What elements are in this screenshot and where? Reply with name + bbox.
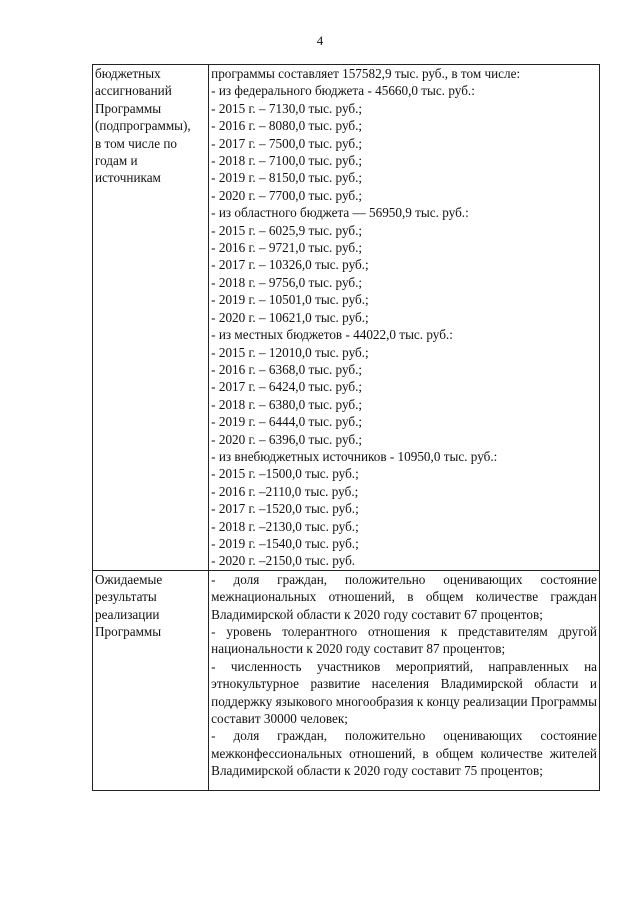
budget-line: - 2017 г. – 10326,0 тыс. руб.; <box>211 257 369 273</box>
budget-line: - 2018 г. –2130,0 тыс. руб.; <box>211 518 359 534</box>
page-number: 4 <box>316 33 324 48</box>
budget-line: - 2017 г. – 7500,0 тыс. руб.; <box>211 135 363 151</box>
label-line: бюджетных <box>95 66 161 81</box>
table-row-results <box>93 570 600 790</box>
label-line: Ожидаемые <box>95 571 163 587</box>
row-label-results <box>93 570 209 790</box>
budget-line: - 2016 г. – 9721,0 тыс. руб.; <box>211 240 363 256</box>
budget-line: - из внебюджетных источников - 10950,0 тыс. руб.: <box>211 448 498 464</box>
budget-line: - 2020 г. –2150,0 тыс. руб. <box>211 553 356 569</box>
budget-line: программы составляет 157582,9 тыс. руб., в том числе: <box>211 66 521 81</box>
budget-line: - 2020 г. – 10621,0 тыс. руб.; <box>211 309 369 325</box>
budget-line: - 2020 г. – 6396,0 тыс. руб.; <box>211 431 363 447</box>
label-line: в том числе по <box>95 135 178 151</box>
budget-line: - 2019 г. – 8150,0 тыс. руб.; <box>211 170 363 186</box>
label-line: (подпрограммы), <box>95 118 191 134</box>
label-line: Программы <box>95 100 162 116</box>
budget-line: - 2020 г. – 7700,0 тыс. руб.; <box>211 187 363 203</box>
budget-line: - 2019 г. – 10501,0 тыс. руб.; <box>211 292 369 308</box>
label-line: источникам <box>95 170 161 186</box>
label-line: реализации <box>95 606 160 622</box>
budget-line: - 2019 г. – 6444,0 тыс. руб.; <box>211 414 363 430</box>
program-passport-table <box>92 64 600 791</box>
budget-line: - 2018 г. – 6380,0 тыс. руб.; <box>211 396 363 412</box>
label-line: Программы <box>95 624 162 639</box>
budget-line: - 2016 г. – 8080,0 тыс. руб.; <box>211 118 363 134</box>
budget-line: - из федерального бюджета - 45660,0 тыс. руб.: <box>211 83 475 99</box>
label-line: ассигнований <box>95 83 172 99</box>
budget-line: - из областного бюджета — 56950,9 тыс. руб.: <box>211 205 469 221</box>
budget-line: - 2015 г. –1500,0 тыс. руб.; <box>211 466 359 482</box>
budget-line: - 2015 г. – 6025,9 тыс. руб.; <box>211 222 363 238</box>
budget-line: - 2015 г. – 7130,0 тыс. руб.; <box>211 100 363 116</box>
result-paragraph: - доля граждан, положительно оценивающих состояние межнациональных отношений, в общем количестве граждан Владимирской области к 2020 году составит 67 процентов; <box>211 571 597 622</box>
budget-line: - 2018 г. – 9756,0 тыс. руб.; <box>211 274 363 290</box>
result-paragraph: - доля граждан, положительно оценивающих состояние межконфессиональных отношений, в общем количестве жителей Владимирской области к 2020 году составит 75 процентов; <box>211 728 597 779</box>
budget-line: - 2019 г. –1540,0 тыс. руб.; <box>211 535 359 551</box>
row-label-budget <box>93 65 209 571</box>
budget-line: - 2018 г. – 7100,0 тыс. руб.; <box>211 153 363 169</box>
table-row-budget <box>93 65 600 571</box>
budget-line: - 2016 г. –2110,0 тыс. руб.; <box>211 483 359 499</box>
row-content-results <box>209 570 600 790</box>
result-paragraph: - уровень толерантного отношения к представителям другой национальности к 2020 году составит 87 процентов; <box>211 624 597 657</box>
budget-line: - из местных бюджетов - 44022,0 тыс. руб.: <box>211 327 453 343</box>
label-line: результаты <box>95 589 157 605</box>
result-paragraph: - численность участников мероприятий, направленных на этнокультурное развитие населения Владимирской области и поддержку языкового многообразия к концу реализации Программы составит 30000 человек; <box>211 658 597 727</box>
budget-line: - 2015 г. – 12010,0 тыс. руб.; <box>211 344 369 360</box>
budget-line: - 2016 г. – 6368,0 тыс. руб.; <box>211 361 363 377</box>
budget-line: - 2017 г. –1520,0 тыс. руб.; <box>211 501 359 517</box>
label-line: годам и <box>95 153 138 169</box>
budget-line: - 2017 г. – 6424,0 тыс. руб.; <box>211 379 363 395</box>
row-content-budget <box>209 65 600 571</box>
